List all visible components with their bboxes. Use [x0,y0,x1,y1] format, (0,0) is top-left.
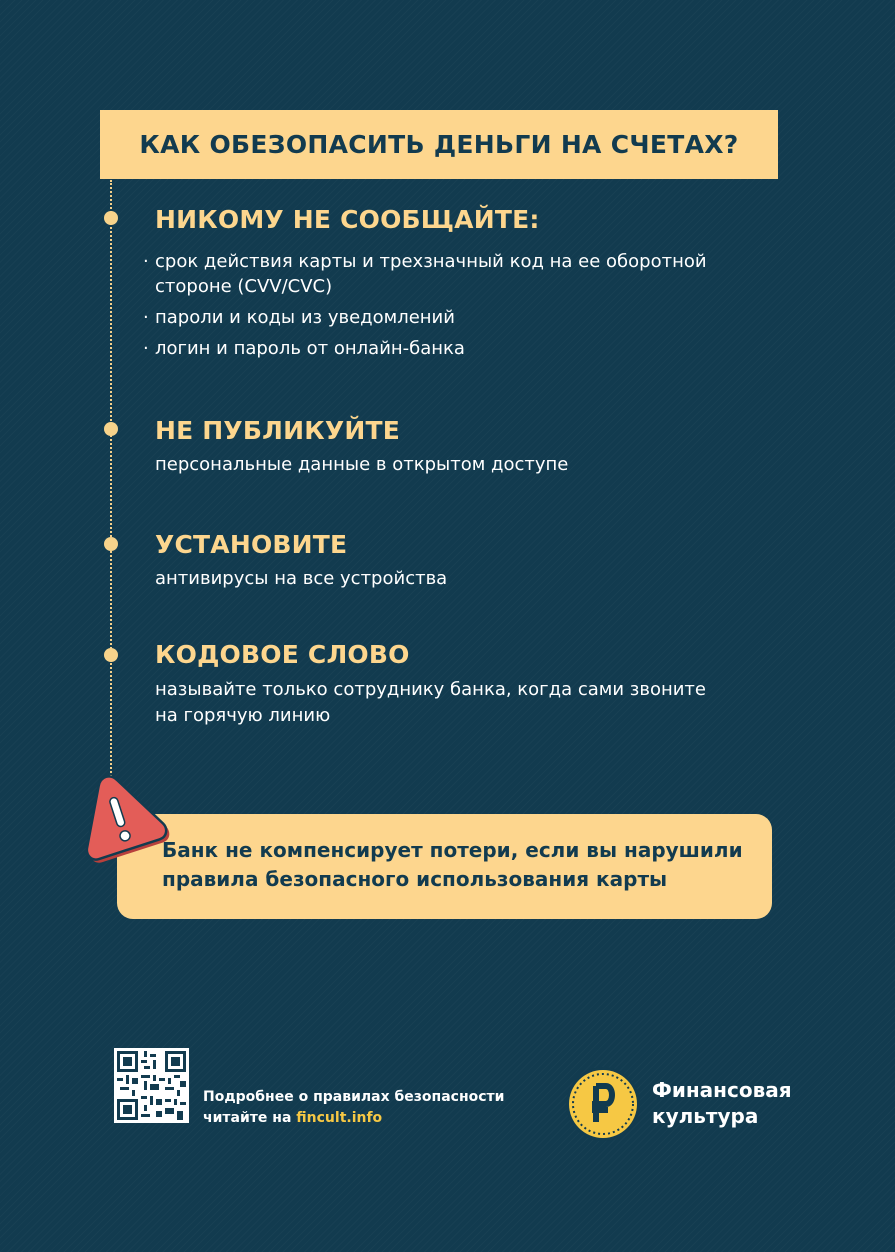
timeline-dot [104,211,118,225]
footer-info: Подробнее о правилах безопасности читайте на fincult.info [203,1089,505,1126]
list-item-continuation: стороне (CVV/CVC) [155,276,333,297]
warning-triangle-icon [74,770,170,870]
timeline-dot [104,422,118,436]
section-text: на горячую линию [155,705,331,726]
ruble-coin-icon [565,1066,641,1142]
qr-code-icon [114,1048,189,1123]
page-title: КАК ОБЕЗОПАСИТЬ ДЕНЬГИ НА СЧЕТАХ? [139,130,739,159]
section-heading: НИКОМУ НЕ СООБЩАЙТЕ: [155,205,540,234]
title-banner [100,110,778,179]
section-text: называйте только сотруднику банка, когда сами звоните [155,679,706,700]
timeline-dot [104,648,118,662]
list-item: · пароли и коды из уведомлений [143,307,455,328]
section-text: антивирусы на все устройства [155,568,448,589]
brand-name: Финансовая культура [652,1078,792,1128]
timeline-line [110,180,112,780]
list-item: · логин и пароль от онлайн-банка [143,338,465,359]
section-heading: УСТАНОВИТЕ [155,530,348,559]
section-heading: НЕ ПУБЛИКУЙТЕ [155,416,401,445]
list-item: · срок действия карты и трехзначный код на ее оборотной [143,251,707,272]
section-heading: КОДОВОЕ СЛОВО [155,640,410,669]
fincult-link[interactable]: fincult.info [296,1110,383,1126]
timeline-dot [104,537,118,551]
warning-text: Банк не компенсирует потери, если вы нарушили правила безопасного использования карты [162,838,743,891]
section-text: персональные данные в открытом доступе [155,454,569,475]
